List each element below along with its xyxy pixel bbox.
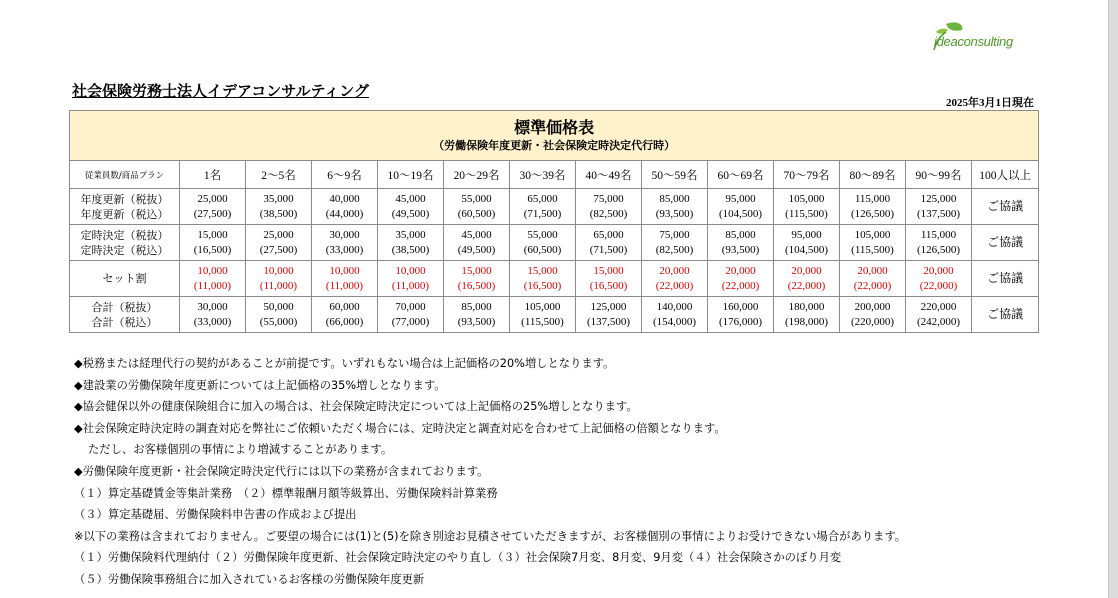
price-incl-tax: (11,000) — [259, 279, 298, 292]
price-excl-tax: 125,000 — [590, 300, 627, 313]
price-incl-tax: (16,500) — [193, 243, 232, 256]
company-name: 社会保険労務士法人イデアコンサルティング — [72, 82, 370, 100]
price-incl-tax: (93,500) — [721, 243, 760, 256]
price-incl-tax: (55,000) — [259, 315, 298, 328]
row-label-line: 年度更新（税抜） — [80, 192, 169, 206]
price-incl-tax: (126,500) — [916, 243, 961, 256]
price-excl-tax: 20,000 — [659, 264, 690, 277]
price-incl-tax: (60,500) — [457, 207, 496, 220]
price-incl-tax: (93,500) — [655, 207, 694, 220]
price-cell — [642, 225, 708, 261]
price-excl-tax: 180,000 — [788, 300, 825, 313]
price-excl-tax: 20,000 — [725, 264, 756, 277]
row-label-line: セット割 — [102, 272, 147, 285]
price-cell — [378, 297, 444, 333]
table-title-cell — [70, 111, 1039, 161]
note-line: ※以下の業務は含まれておりません。ご要望の場合には(1)と(5)を除き別途お見積させていただきますが、お客様個別の事情によりお受けできない場合があります。 — [74, 529, 907, 543]
column-header: 20〜29名 — [444, 161, 510, 189]
price-incl-tax: (77,000) — [391, 315, 430, 328]
row-label-line: 年度更新（税込） — [80, 207, 169, 221]
price-incl-tax: (22,000) — [919, 279, 958, 292]
price-excl-tax: 20,000 — [923, 264, 954, 277]
price-cell — [774, 225, 840, 261]
note-line: （３）算定基礎届、労働保険料申告書の作成および提出 — [74, 508, 357, 522]
price-cell — [246, 189, 312, 225]
price-excl-tax: 85,000 — [725, 228, 756, 241]
price-cell — [774, 297, 840, 333]
price-incl-tax: (82,500) — [589, 207, 628, 220]
column-header: 80〜89名 — [840, 161, 906, 189]
note-line: （１）算定基礎賃金等集計業務 （２）標準報酬月額等級算出、労働保険料計算業務 — [74, 486, 498, 500]
price-excl-tax: 105,000 — [524, 300, 561, 313]
price-excl-tax: 95,000 — [725, 192, 756, 205]
price-excl-tax: 85,000 — [659, 192, 690, 205]
row-label — [70, 261, 180, 297]
price-excl-tax: 65,000 — [527, 192, 558, 205]
price-excl-tax: 35,000 — [395, 228, 426, 241]
column-header: 50〜59名 — [642, 161, 708, 189]
price-cell — [180, 225, 246, 261]
column-header: 40〜49名 — [576, 161, 642, 189]
price-cell — [576, 189, 642, 225]
price-cell — [180, 261, 246, 297]
price-excl-tax: 15,000 — [527, 264, 558, 277]
as-of-date: 2025年3月1日現在 — [946, 97, 1034, 109]
price-excl-tax: 45,000 — [461, 228, 492, 241]
price-cell — [576, 261, 642, 297]
price-incl-tax: (66,000) — [325, 315, 364, 328]
price-cell — [708, 261, 774, 297]
table-row — [70, 261, 1039, 297]
price-incl-tax: (198,000) — [784, 315, 829, 328]
price-incl-tax: (44,000) — [325, 207, 364, 220]
price-excl-tax: 55,000 — [461, 192, 492, 205]
price-cell — [840, 297, 906, 333]
price-incl-tax: (93,500) — [457, 315, 496, 328]
column-header: 90〜99名 — [906, 161, 972, 189]
price-incl-tax: (33,000) — [325, 243, 364, 256]
price-incl-tax: (137,500) — [586, 315, 631, 328]
price-incl-tax: (154,000) — [652, 315, 697, 328]
column-header: 30〜39名 — [510, 161, 576, 189]
price-excl-tax: 115,000 — [854, 192, 891, 205]
table-title: 標準価格表 — [514, 117, 595, 137]
window-edge — [1108, 0, 1118, 598]
price-incl-tax: (22,000) — [853, 279, 892, 292]
price-excl-tax: 220,000 — [920, 300, 957, 313]
price-incl-tax: (11,000) — [391, 279, 430, 292]
price-cell — [378, 189, 444, 225]
price-incl-tax: (16,500) — [589, 279, 628, 292]
price-incl-tax: (11,000) — [193, 279, 232, 292]
price-cell — [444, 225, 510, 261]
price-cell — [510, 261, 576, 297]
company-logo — [924, 20, 1024, 54]
price-cell — [444, 297, 510, 333]
price-cell — [906, 189, 972, 225]
price-cell — [642, 261, 708, 297]
row-label-line: 定時決定（税抜） — [80, 228, 169, 242]
price-excl-tax: 20,000 — [857, 264, 888, 277]
price-excl-tax: 85,000 — [461, 300, 492, 313]
price-excl-tax: 35,000 — [263, 192, 294, 205]
price-incl-tax: (11,000) — [325, 279, 364, 292]
price-incl-tax: (104,500) — [718, 207, 763, 220]
price-cell — [180, 189, 246, 225]
price-excl-tax: 125,000 — [920, 192, 957, 205]
price-excl-tax: 45,000 — [395, 192, 426, 205]
price-cell — [774, 189, 840, 225]
price-cell — [906, 297, 972, 333]
price-cell — [906, 225, 972, 261]
price-excl-tax: 10,000 — [263, 264, 294, 277]
row-label — [70, 225, 180, 261]
price-cell — [708, 225, 774, 261]
price-excl-tax: 115,000 — [920, 228, 957, 241]
column-header: 10〜19名 — [378, 161, 444, 189]
price-incl-tax: (49,500) — [457, 243, 496, 256]
note-line: （５）労働保険事務組合に加入されているお客様の労働保険年度更新 — [74, 572, 425, 586]
price-cell — [642, 189, 708, 225]
price-excl-tax: 60,000 — [329, 300, 360, 313]
row-label — [70, 297, 180, 333]
note-line: ◆労働保険年度更新・社会保険定時決定代行には以下の業務が含まれております。 — [74, 464, 489, 478]
table-subtitle: （労働保険年度更新・社会保険定時決定代行時） — [433, 138, 676, 152]
column-header: 6〜9名 — [312, 161, 378, 189]
consultation-cell: ご協議 — [972, 261, 1039, 297]
column-header: 2〜5名 — [246, 161, 312, 189]
price-cell — [906, 261, 972, 297]
price-excl-tax: 75,000 — [659, 228, 690, 241]
note-line: ◆協会健保以外の健康保険組合に加入の場合は、社会保険定時決定については上記価格の25%増しとなります。 — [74, 400, 638, 414]
header-plan-label: 従業員数/商品プラン — [70, 161, 180, 189]
price-cell — [774, 261, 840, 297]
row-label-line: 定時決定（税込） — [80, 243, 169, 257]
price-incl-tax: (33,000) — [193, 315, 232, 328]
price-incl-tax: (82,500) — [655, 243, 694, 256]
price-cell — [246, 297, 312, 333]
price-excl-tax: 50,000 — [263, 300, 294, 313]
price-incl-tax: (38,500) — [391, 243, 430, 256]
price-cell — [840, 189, 906, 225]
price-excl-tax: 75,000 — [593, 192, 624, 205]
price-cell — [444, 189, 510, 225]
header-row — [70, 161, 1039, 189]
price-incl-tax: (176,000) — [718, 315, 763, 328]
price-cell — [708, 297, 774, 333]
consultation-cell: ご協議 — [972, 189, 1039, 225]
price-excl-tax: 10,000 — [329, 264, 360, 277]
consultation-cell: ご協議 — [972, 225, 1039, 261]
column-header: 60〜69名 — [708, 161, 774, 189]
price-excl-tax: 65,000 — [593, 228, 624, 241]
price-excl-tax: 15,000 — [197, 228, 228, 241]
column-header: 70〜79名 — [774, 161, 840, 189]
price-incl-tax: (220,000) — [850, 315, 895, 328]
price-incl-tax: (242,000) — [916, 315, 961, 328]
price-incl-tax: (104,500) — [784, 243, 829, 256]
price-incl-tax: (22,000) — [787, 279, 826, 292]
price-incl-tax: (16,500) — [457, 279, 496, 292]
price-cell — [312, 261, 378, 297]
price-excl-tax: 105,000 — [854, 228, 891, 241]
logo-text: ideaconsulting — [934, 34, 1013, 49]
price-excl-tax: 95,000 — [791, 228, 822, 241]
column-header: 100人以上 — [972, 161, 1039, 189]
price-excl-tax: 200,000 — [854, 300, 891, 313]
price-cell — [840, 225, 906, 261]
price-excl-tax: 15,000 — [461, 264, 492, 277]
price-incl-tax: (71,500) — [523, 207, 562, 220]
price-excl-tax: 160,000 — [722, 300, 759, 313]
notes-section — [74, 353, 906, 591]
price-cell — [180, 297, 246, 333]
price-cell — [576, 297, 642, 333]
price-excl-tax: 10,000 — [197, 264, 228, 277]
price-incl-tax: (126,500) — [850, 207, 895, 220]
price-cell — [576, 225, 642, 261]
price-excl-tax: 20,000 — [791, 264, 822, 277]
price-excl-tax: 25,000 — [197, 192, 228, 205]
table-row — [70, 225, 1039, 261]
price-cell — [246, 225, 312, 261]
consultation-cell: ご協議 — [972, 297, 1039, 333]
price-incl-tax: (16,500) — [523, 279, 562, 292]
price-incl-tax: (49,500) — [391, 207, 430, 220]
column-header: 1名 — [180, 161, 246, 189]
price-incl-tax: (27,500) — [259, 243, 298, 256]
price-cell — [444, 261, 510, 297]
note-line: （１）労働保険料代理納付（２）労働保険年度更新、社会保険定時決定のやり直し（３）社会保険7月変、8月変、9月変（４）社会保険さかのぼり月変 — [74, 551, 842, 565]
row-label-line: 合計（税抜） — [91, 300, 158, 314]
table-row — [70, 297, 1039, 333]
price-excl-tax: 25,000 — [263, 228, 294, 241]
row-label-line: 合計（税込） — [91, 315, 158, 329]
price-excl-tax: 105,000 — [788, 192, 825, 205]
price-cell — [510, 225, 576, 261]
note-line: ただし、お客様個別の事情により増減することがあります。 — [88, 443, 393, 457]
price-excl-tax: 15,000 — [593, 264, 624, 277]
price-excl-tax: 55,000 — [527, 228, 558, 241]
price-cell — [246, 261, 312, 297]
price-excl-tax: 40,000 — [329, 192, 360, 205]
price-incl-tax: (115,500) — [785, 207, 828, 220]
price-excl-tax: 70,000 — [395, 300, 426, 313]
price-cell — [378, 261, 444, 297]
price-cell — [642, 297, 708, 333]
price-incl-tax: (137,500) — [916, 207, 961, 220]
price-incl-tax: (71,500) — [589, 243, 628, 256]
price-cell — [378, 225, 444, 261]
price-incl-tax: (115,500) — [851, 243, 894, 256]
price-cell — [510, 189, 576, 225]
price-excl-tax: 30,000 — [197, 300, 228, 313]
price-incl-tax: (60,500) — [523, 243, 562, 256]
price-cell — [708, 189, 774, 225]
price-cell — [312, 189, 378, 225]
price-incl-tax: (27,500) — [193, 207, 232, 220]
price-incl-tax: (22,000) — [721, 279, 760, 292]
price-cell — [840, 261, 906, 297]
price-table — [69, 110, 1039, 333]
price-incl-tax: (115,500) — [521, 315, 564, 328]
note-line: ◆建設業の労働保険年度更新については上記価格の35%増しとなります。 — [74, 378, 446, 392]
price-excl-tax: 10,000 — [395, 264, 426, 277]
price-incl-tax: (38,500) — [259, 207, 298, 220]
price-excl-tax: 140,000 — [656, 300, 693, 313]
table-row — [70, 189, 1039, 225]
price-excl-tax: 30,000 — [329, 228, 360, 241]
price-cell — [312, 297, 378, 333]
price-incl-tax: (22,000) — [655, 279, 694, 292]
note-line: ◆社会保険定時決定時の調査対応を弊社にご依頼いただく場合には、定時決定と調査対応を合わせて上記価格の倍額となります。 — [74, 421, 726, 435]
price-cell — [510, 297, 576, 333]
row-label — [70, 189, 180, 225]
note-line: ◆税務または経理代行の契約があることが前提です。いずれもない場合は上記価格の20%増しとなります。 — [74, 357, 615, 370]
price-cell — [312, 225, 378, 261]
